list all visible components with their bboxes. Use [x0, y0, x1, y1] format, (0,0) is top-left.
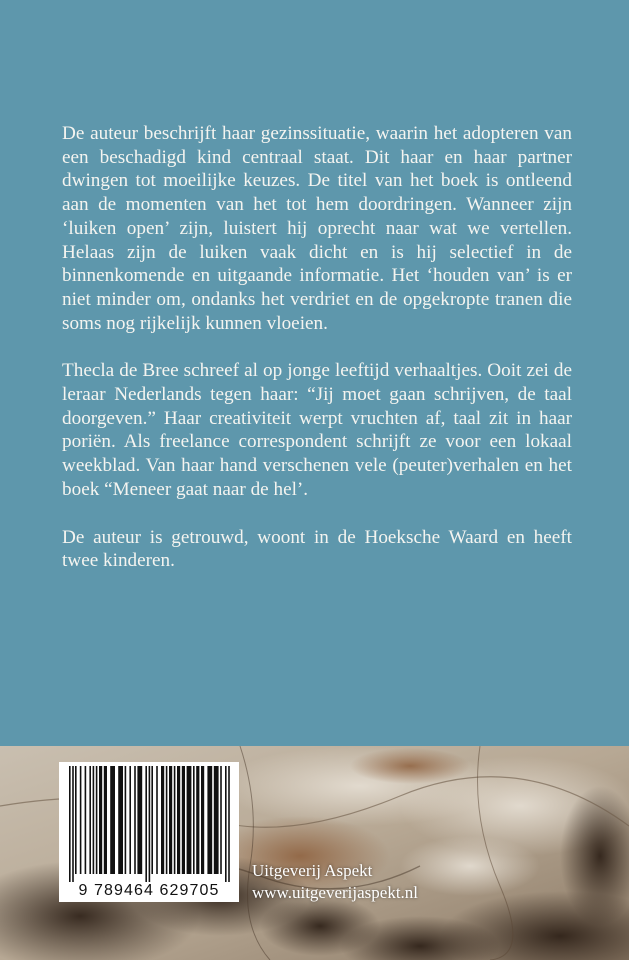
publisher-info: [252, 860, 418, 904]
barcode: [59, 762, 239, 902]
barcode-bars-image: [63, 766, 235, 882]
publisher-name: Uitgeverij Aspekt: [252, 861, 373, 880]
blurb-paragraph-summary: De auteur beschrijft haar gezinssituatie, waarin het adopteren van een beschadigd kind centraal staat. Dit haar en haar partner dwingen tot moeilijke keuzes. De titel van het boek is ontleend aan de momenten van het tot hem doordringen. Wanneer zijn ‘luiken open’ zijn, luistert hij oprecht naar wat we vertellen. Helaas zijn de luiken vaak dicht en is hij selectief in de binnenkomende en uitgaande informatie. Het ‘houden van’ is er niet minder om, ondanks het verdriet en de opgekropte tranen die soms nog rijkelijk kunnen vloeien.: [62, 123, 572, 334]
isbn-number: 9 789464 629705: [78, 882, 220, 899]
blurb-text: [62, 122, 572, 597]
blurb-paragraph-author-family: De auteur is getrouwd, woont in de Hoeksche Waard en heeft twee kinderen.: [62, 526, 572, 572]
blurb-paragraph-author-bio: Thecla de Bree schreef al op jonge leeftijd verhaaltjes. Ooit zei de leraar Nederlands tegen haar: “Jij moet gaan schrijven, de taal doorgeven.” Haar creativiteit werpt vruchten af, taal zit in haar poriën. Als freelance correspondent schrijft ze voor een lokaal weekblad. Van haar hand verschenen vele (peuter)verhalen en het boek “Meneer gaat naar de hel’.: [62, 360, 572, 500]
publisher-website[interactable]: www.uitgeverijaspekt.nl: [252, 883, 419, 902]
